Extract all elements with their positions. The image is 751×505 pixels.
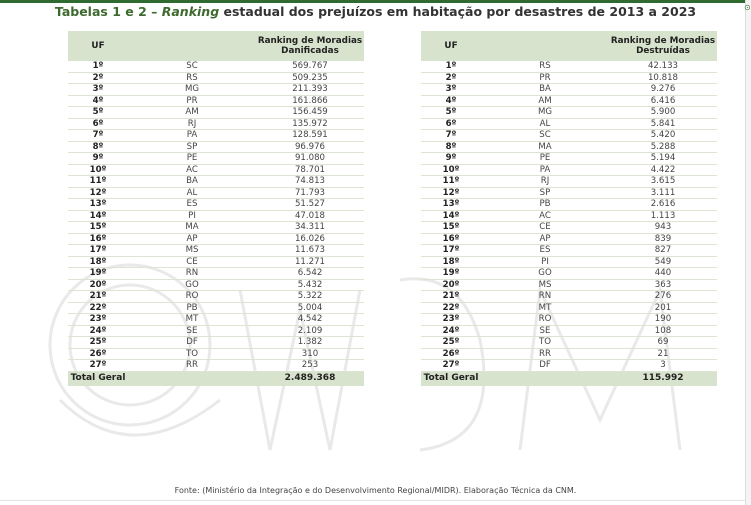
housing-count: 6.542: [297, 268, 323, 278]
rank-position: 2º: [445, 72, 457, 83]
rank-position: 23º: [89, 314, 107, 324]
table-row: [421, 164, 717, 176]
table-row: [68, 279, 364, 291]
rank-position: 24º: [442, 325, 460, 336]
housing-count: 3.615: [650, 176, 676, 186]
bottom-divider: [0, 500, 745, 501]
state-code: AC: [186, 164, 198, 175]
state-code: PA: [186, 130, 198, 140]
rank-position: 19º: [89, 268, 107, 278]
state-code: SE: [539, 325, 551, 336]
housing-count: 2.109: [297, 325, 323, 336]
header-uf-spacer: [481, 31, 609, 61]
housing-count: 201: [654, 302, 672, 313]
state-code: PR: [186, 95, 198, 106]
state-code: MA: [538, 141, 552, 152]
table-row: [421, 337, 717, 349]
rank-position: 23º: [442, 314, 460, 324]
rank-position: 13º: [89, 199, 107, 209]
table-row: [421, 141, 717, 153]
state-code: AM: [185, 107, 199, 117]
table-row: [68, 302, 364, 314]
state-code: RS: [186, 72, 198, 83]
table-row: [421, 222, 717, 234]
state-code: MT: [185, 314, 199, 324]
total-label: Total Geral: [421, 371, 481, 386]
housing-count: 1.113: [650, 210, 676, 221]
state-code: TO: [538, 337, 551, 347]
housing-count: 549: [654, 256, 672, 267]
rank-position: 3º: [92, 84, 104, 94]
housing-count: 51.527: [294, 199, 326, 209]
state-code: SC: [186, 61, 198, 71]
housing-count: 839: [654, 233, 672, 244]
state-code: DF: [539, 360, 551, 370]
state-code: RO: [538, 314, 552, 324]
table-row: [421, 107, 717, 119]
table-row: [421, 130, 717, 142]
rank-position: 21º: [89, 291, 107, 301]
total-spacer: [128, 371, 256, 386]
table-row: [421, 291, 717, 303]
rank-position: 17º: [442, 245, 460, 255]
rank-position: 4º: [445, 95, 457, 106]
housing-count: 569.767: [292, 61, 328, 71]
housing-count: 9.276: [650, 84, 676, 94]
table-row: [421, 84, 717, 96]
housing-count: 943: [654, 222, 672, 232]
state-code: RR: [539, 348, 551, 359]
state-code: AL: [539, 118, 551, 129]
rank-position: 12º: [89, 187, 107, 198]
housing-count: 3: [660, 360, 666, 370]
rank-position: 14º: [89, 210, 107, 221]
rank-position: 20º: [89, 279, 107, 290]
rank-position: 9º: [445, 153, 457, 163]
housing-count: 42.133: [647, 61, 679, 71]
state-code: TO: [185, 348, 198, 359]
housing-count: 34.311: [294, 222, 326, 232]
table-row: [68, 245, 364, 257]
rank-position: 6º: [445, 118, 457, 129]
table-row: [421, 302, 717, 314]
state-code: ES: [539, 245, 551, 255]
rank-position: 10º: [442, 164, 460, 175]
housing-count: 5.432: [297, 279, 323, 290]
rank-position: 10º: [89, 164, 107, 175]
housing-count: 4.542: [297, 314, 323, 324]
housing-count: 5.194: [650, 153, 676, 163]
rank-position: 19º: [442, 268, 460, 278]
state-code: RS: [539, 61, 551, 71]
rank-position: 8º: [92, 141, 104, 152]
table-row: [421, 325, 717, 337]
housing-count: 2.616: [650, 199, 676, 209]
rank-position: 3º: [445, 84, 457, 94]
rank-position: 2º: [92, 72, 104, 83]
table-row: [421, 199, 717, 211]
rank-position: 27º: [89, 360, 107, 370]
header-uf: UF: [68, 31, 128, 61]
table-destroyed-homes: [421, 31, 717, 386]
state-code: BA: [186, 176, 198, 186]
state-code: SP: [539, 187, 551, 198]
table-row: [68, 210, 364, 222]
header-uf-spacer: [128, 31, 256, 61]
table-row: [68, 72, 364, 84]
housing-count: 1.382: [297, 337, 323, 347]
housing-count: 4.422: [650, 164, 676, 175]
state-code: SC: [539, 130, 551, 140]
rank-position: 11º: [89, 176, 107, 186]
title-part-3: estadual dos prejuízos em habitação por desastres de 2013 a 2023: [219, 4, 697, 19]
state-code: PB: [186, 302, 198, 313]
state-code: CE: [539, 222, 551, 232]
rank-position: 25º: [442, 337, 460, 347]
state-code: RN: [538, 291, 552, 301]
table-row: [68, 130, 364, 142]
rank-position: 15º: [89, 222, 107, 232]
housing-count: 156.459: [292, 107, 328, 117]
housing-count: 11.271: [294, 256, 326, 267]
rank-position: 4º: [92, 95, 104, 106]
total-value: 115.992: [609, 371, 717, 386]
rank-position: 7º: [92, 130, 104, 140]
rank-position: 14º: [442, 210, 460, 221]
state-code: PR: [539, 72, 551, 83]
housing-count: 78.701: [294, 164, 326, 175]
rank-position: 18º: [89, 256, 107, 267]
table-row: [421, 153, 717, 165]
table-row: [68, 187, 364, 199]
rank-position: 7º: [445, 130, 457, 140]
rank-position: 1º: [92, 61, 104, 71]
title-part-1: Tabelas 1 e 2 –: [54, 4, 162, 19]
rank-position: 12º: [442, 187, 460, 198]
table-row: [421, 187, 717, 199]
state-code: MS: [538, 279, 552, 290]
housing-count: 11.673: [294, 245, 326, 255]
table-row: [421, 245, 717, 257]
housing-count: 363: [654, 279, 672, 290]
housing-count: 5.288: [650, 141, 676, 152]
page-title: [0, 4, 751, 19]
table-row: [421, 176, 717, 188]
table-row: [68, 176, 364, 188]
table-row: [421, 268, 717, 280]
table-row: [421, 360, 717, 372]
rank-position: 25º: [89, 337, 107, 347]
housing-count: 161.866: [292, 95, 328, 106]
rank-position: 22º: [89, 302, 107, 313]
housing-count: 5.420: [650, 130, 676, 140]
housing-count: 74.813: [294, 176, 326, 186]
rank-position: 11º: [442, 176, 460, 186]
table-row: [68, 233, 364, 245]
state-code: RJ: [540, 176, 550, 186]
header-ranking-danificadas: Ranking de Moradias Danificadas: [256, 31, 364, 61]
housing-count: 440: [654, 268, 672, 278]
table-row: [421, 61, 717, 72]
total-spacer: [481, 371, 609, 386]
rank-position: 26º: [442, 348, 460, 359]
table-row: [68, 314, 364, 326]
housing-count: 10.818: [647, 72, 679, 83]
state-code: CE: [186, 256, 198, 267]
rank-position: 15º: [442, 222, 460, 232]
rank-position: 22º: [442, 302, 460, 313]
rank-position: 9º: [92, 153, 104, 163]
title-part-2: Ranking: [161, 4, 220, 19]
header-ranking-destruidas: Ranking de Moradias Destruídas: [609, 31, 717, 61]
rank-position: 1º: [445, 61, 457, 71]
table-row: [68, 84, 364, 96]
housing-count: 310: [301, 348, 319, 359]
housing-count: 509.235: [292, 72, 328, 83]
table-row: [68, 153, 364, 165]
housing-count: 21: [657, 348, 669, 359]
table-row: [68, 268, 364, 280]
rank-position: 26º: [89, 348, 107, 359]
housing-count: 6.416: [650, 95, 676, 106]
rank-position: 5º: [445, 107, 457, 117]
state-code: GO: [538, 268, 552, 278]
table-row: [421, 348, 717, 360]
table-row: [68, 95, 364, 107]
state-code: PI: [188, 210, 196, 221]
table-row: [68, 141, 364, 153]
header-uf: UF: [421, 31, 481, 61]
state-code: GO: [185, 279, 199, 290]
state-code: AM: [538, 95, 552, 106]
table-row: [421, 95, 717, 107]
state-code: SP: [186, 141, 198, 152]
state-code: MG: [184, 84, 200, 94]
table-damaged-homes: [68, 31, 364, 386]
housing-count: 16.026: [294, 233, 326, 244]
housing-count: 190: [654, 314, 672, 324]
rank-position: 5º: [92, 107, 104, 117]
rank-position: 6º: [92, 118, 104, 129]
rank-position: 18º: [442, 256, 460, 267]
housing-count: 5.004: [297, 302, 323, 313]
rank-position: 20º: [442, 279, 460, 290]
table-row: [421, 256, 717, 268]
table-row: [68, 291, 364, 303]
corner-logo-icon: ⊙: [744, 3, 751, 12]
table-row: [421, 233, 717, 245]
table-row: [68, 107, 364, 119]
housing-count: 5.841: [650, 118, 676, 129]
housing-count: 128.591: [292, 130, 328, 140]
table-row: [68, 199, 364, 211]
table-row: [68, 61, 364, 72]
table-row: [421, 314, 717, 326]
housing-count: 71.793: [294, 187, 326, 198]
housing-count: 91.080: [294, 153, 326, 163]
state-code: MA: [185, 222, 199, 232]
rank-position: 21º: [442, 291, 460, 301]
state-code: RO: [185, 291, 199, 301]
state-code: ES: [186, 199, 198, 209]
table-row: [68, 256, 364, 268]
total-label: Total Geral: [68, 371, 128, 386]
table-row: [68, 222, 364, 234]
table-row: [68, 337, 364, 349]
source-note: Fonte: (Ministério da Integração e do Desenvolvimento Regional/MIDR). Elaboração Técnica da CNM.: [174, 486, 577, 495]
rank-position: 16º: [89, 233, 107, 244]
housing-count: 211.393: [292, 84, 328, 94]
housing-count: 108: [654, 325, 672, 336]
state-code: MG: [537, 107, 553, 117]
table-header-row: [68, 31, 364, 61]
state-code: PE: [539, 153, 551, 163]
housing-count: 827: [654, 245, 672, 255]
state-code: MT: [538, 302, 552, 313]
table-row: [68, 360, 364, 372]
state-code: AP: [539, 233, 551, 244]
table-row: [421, 72, 717, 84]
state-code: PB: [539, 199, 551, 209]
table-row: [68, 118, 364, 130]
state-code: SE: [186, 325, 198, 336]
state-code: RR: [186, 360, 198, 370]
table-header-row: [421, 31, 717, 61]
state-code: RN: [185, 268, 199, 278]
total-row: [421, 371, 717, 386]
total-value: 2.489.368: [256, 371, 364, 386]
state-code: PI: [541, 256, 549, 267]
housing-count: 5.900: [650, 107, 676, 117]
state-code: RJ: [187, 118, 197, 129]
top-accent-bar: [0, 0, 751, 3]
state-code: DF: [186, 337, 198, 347]
rank-position: 24º: [89, 325, 107, 336]
right-edge-strip: [745, 0, 751, 505]
state-code: MS: [185, 245, 199, 255]
rank-position: 16º: [442, 233, 460, 244]
housing-count: 69: [657, 337, 669, 347]
state-code: BA: [539, 84, 551, 94]
housing-count: 47.018: [294, 210, 326, 221]
table-row: [421, 279, 717, 291]
table-row: [68, 164, 364, 176]
housing-count: 253: [301, 360, 319, 370]
table-row: [68, 325, 364, 337]
rank-position: 17º: [89, 245, 107, 255]
state-code: AP: [186, 233, 198, 244]
rank-position: 8º: [445, 141, 457, 152]
state-code: AC: [539, 210, 551, 221]
table-row: [421, 118, 717, 130]
state-code: AL: [186, 187, 198, 198]
table-row: [68, 348, 364, 360]
state-code: PE: [186, 153, 198, 163]
rank-position: 13º: [442, 199, 460, 209]
table-row: [421, 210, 717, 222]
housing-count: 276: [654, 291, 672, 301]
housing-count: 96.976: [294, 141, 326, 152]
housing-count: 5.322: [297, 291, 323, 301]
total-row: [68, 371, 364, 386]
housing-count: 3.111: [650, 187, 676, 198]
rank-position: 27º: [442, 360, 460, 370]
state-code: PA: [539, 164, 551, 175]
housing-count: 135.972: [292, 118, 328, 129]
